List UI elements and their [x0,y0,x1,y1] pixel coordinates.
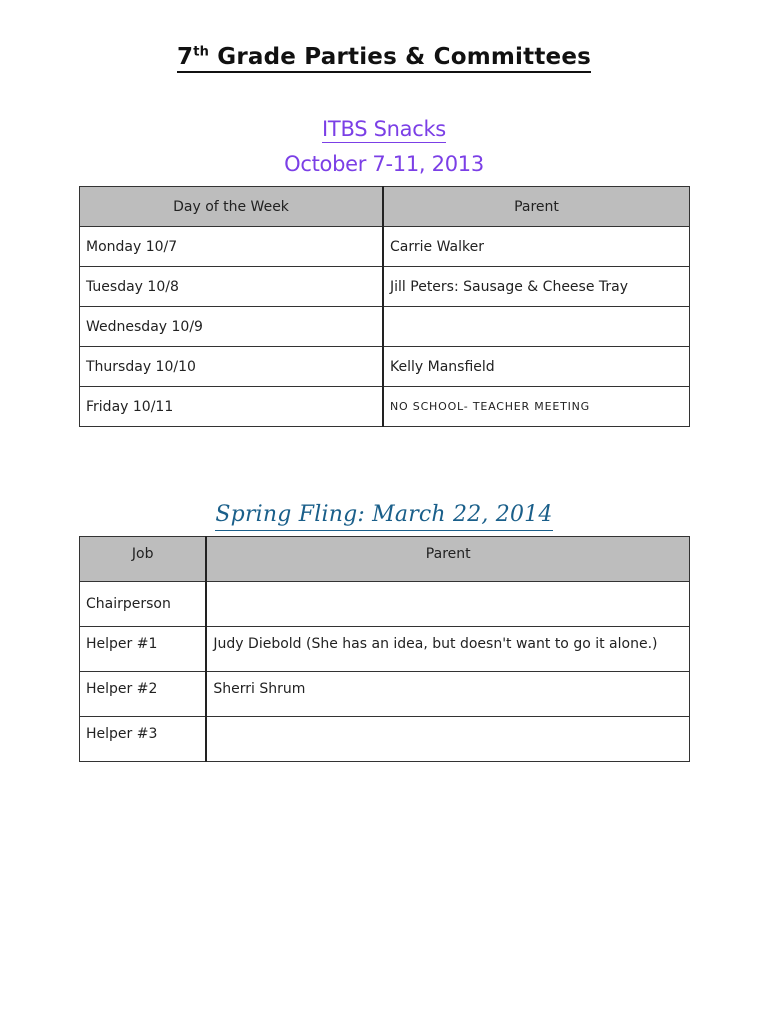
table-row [80,347,690,387]
cell-parent: Kelly Mansfield [383,347,689,387]
spring-fling-heading-text: Spring Fling: March 22, 2014 [215,500,552,531]
itbs-heading [0,116,768,143]
column-header-parent: Parent [206,537,689,582]
table-header-row [80,537,690,582]
cell-job: Helper #1 [80,627,207,672]
title-ordinal-suffix: th [193,44,210,60]
spring-fling-heading [0,500,768,531]
cell-parent: Jill Peters: Sausage & Cheese Tray [383,267,689,307]
cell-parent: Sherri Shrum [206,672,689,717]
cell-parent: Carrie Walker [383,227,689,267]
cell-parent: NO SCHOOL- TEACHER MEETING [383,387,689,427]
table-row [80,267,690,307]
title-rest: Grade Parties & Committees [209,44,592,70]
cell-job: Chairperson [80,582,207,627]
itbs-dates-text: October 7-11, 2013 [284,152,484,176]
table-row [80,627,690,672]
column-header-parent: Parent [383,187,689,227]
itbs-heading-text: ITBS Snacks [322,117,446,141]
cell-job: Helper #3 [80,717,207,762]
cell-day: Thursday 10/10 [80,347,384,387]
page-title [0,44,768,73]
table-row [80,307,690,347]
cell-day: Tuesday 10/8 [80,267,384,307]
table-row [80,672,690,717]
cell-day: Monday 10/7 [80,227,384,267]
table-row [80,717,690,762]
column-header-day: Day of the Week [80,187,384,227]
cell-parent: Judy Diebold (She has an idea, but doesn't want to go it alone.) [206,627,689,672]
table-row [80,227,690,267]
spring-fling-table [79,536,690,762]
cell-day: Wednesday 10/9 [80,307,384,347]
itbs-snacks-table [79,186,690,427]
table-row [80,387,690,427]
cell-parent [206,582,689,627]
cell-day: Friday 10/11 [80,387,384,427]
itbs-dates [0,150,768,178]
table-row [80,582,690,627]
cell-job: Helper #2 [80,672,207,717]
cell-parent [206,717,689,762]
title-grade-number: 7 [176,44,194,70]
page-title-text [177,44,591,73]
column-header-job: Job [80,537,207,582]
cell-parent [383,307,689,347]
table-header-row [80,187,690,227]
